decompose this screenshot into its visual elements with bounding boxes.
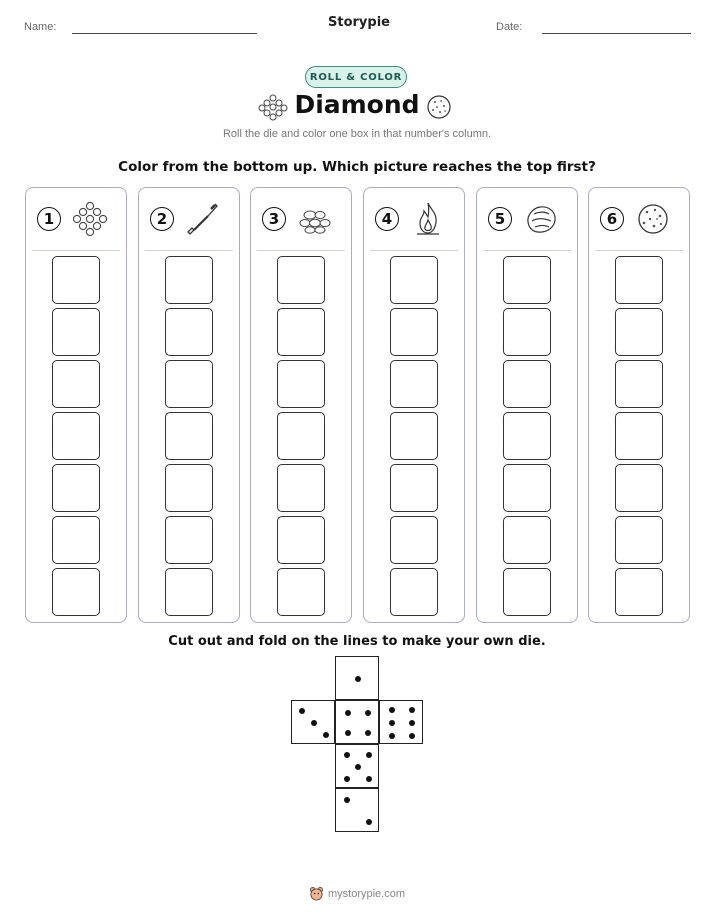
die-pip — [311, 720, 317, 726]
die-pip — [355, 764, 361, 770]
die-pip — [409, 733, 415, 739]
name-label: Name: — [24, 21, 57, 33]
brand-name: Storypie — [328, 14, 390, 30]
page-title: Diamond — [294, 90, 420, 119]
subtitle: Roll the die and color one box in that number's column. — [222, 128, 492, 140]
die-pip — [355, 676, 361, 682]
die-pip — [365, 730, 371, 736]
die-face-6 — [379, 700, 423, 744]
date-label: Date: — [496, 21, 523, 33]
column-number: 1 — [37, 207, 61, 231]
column-number: 3 — [262, 207, 286, 231]
die-pip — [344, 752, 350, 758]
footer-url: mystorypie.com — [327, 887, 406, 900]
roll-and-color-badge: ROLL & COLOR — [305, 66, 407, 88]
die-face-2 — [335, 788, 379, 832]
column-number: 5 — [488, 207, 512, 231]
die-pip — [323, 732, 329, 738]
die-pip — [389, 707, 395, 713]
column-number: 6 — [600, 207, 624, 231]
instruction-heading: Color from the bottom up. Which picture reaches the top first? — [118, 159, 596, 175]
die-pip — [366, 752, 372, 758]
footer — [0, 886, 714, 901]
die-pip — [344, 776, 350, 782]
die-pip — [365, 710, 371, 716]
cutout-instruction: Cut out and fold on the lines to make your own die. — [168, 634, 546, 649]
die-pip — [389, 720, 395, 726]
die-pip — [409, 720, 415, 726]
die-pip — [366, 776, 372, 782]
die-face-1 — [335, 656, 379, 700]
column-number: 4 — [375, 207, 399, 231]
die-pip — [299, 708, 305, 714]
die-face-3 — [291, 700, 335, 744]
die-pip — [345, 730, 351, 736]
die-pip — [344, 797, 350, 803]
die-face-4 — [335, 700, 379, 744]
bear-mascot-icon — [309, 886, 324, 901]
column-number: 2 — [150, 207, 174, 231]
die-pip — [389, 733, 395, 739]
die-face-5 — [335, 744, 379, 788]
die-pip — [366, 819, 372, 825]
die-pip — [409, 707, 415, 713]
die-pip — [345, 710, 351, 716]
